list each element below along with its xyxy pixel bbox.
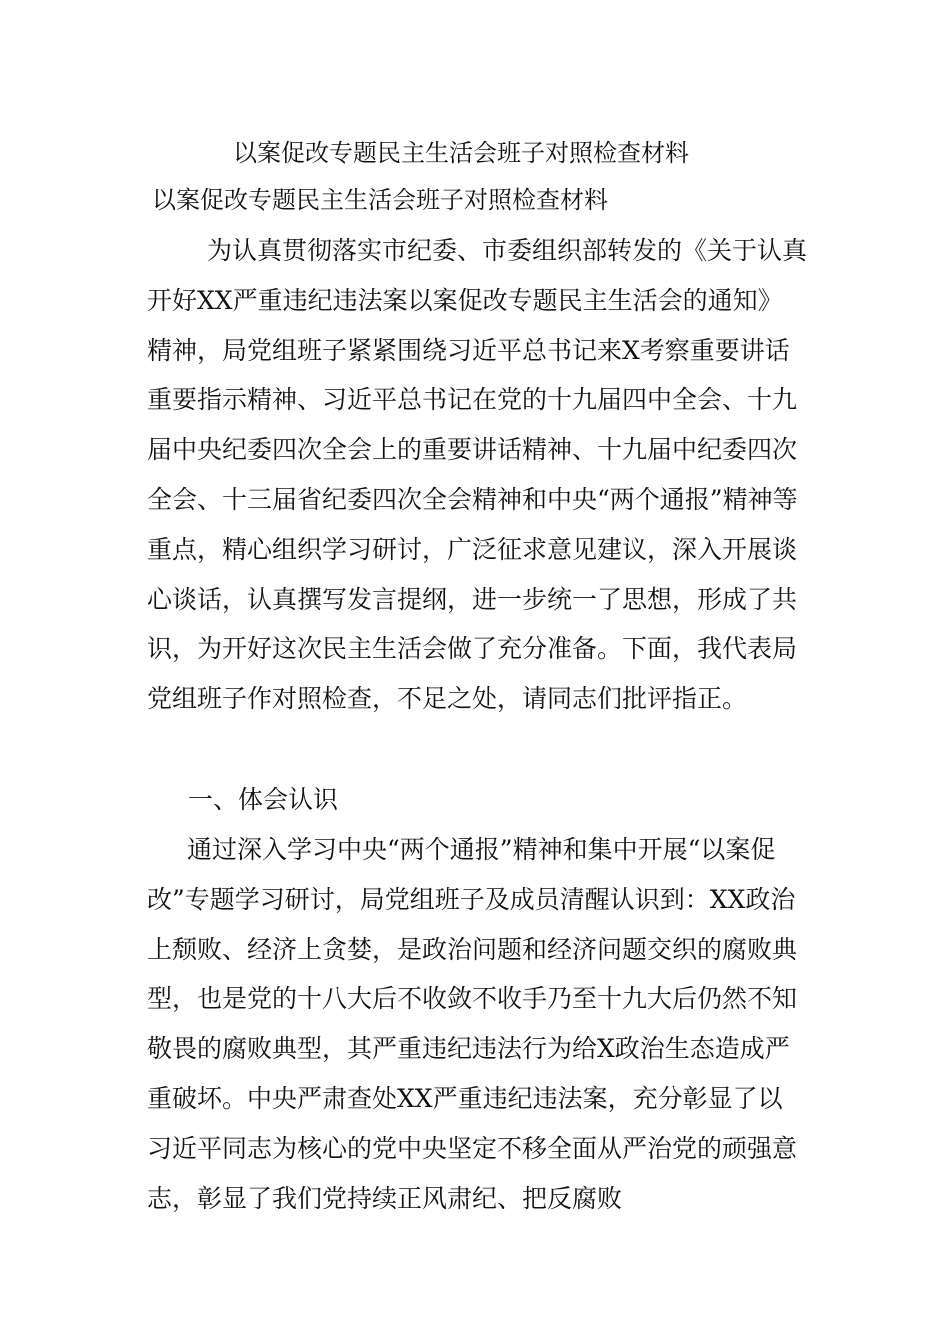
document-title: 以案促改专题民主生活会班子对照检查材料 [233,139,689,167]
intro-paragraph: 为认真贯彻落实市纪委、市委组织部转发的《关于认真开好XX严重违纪违法案以案促改专题民主生活会的通知》精神，局党组班子紧紧围绕习近平总书记来X考察重要讲话重要指示精神、习近平总书记在党的十九届四中全会、十九届中央纪委四次全会上的重要讲话精神、十九届中纪委四次全会、十三届省纪委四次全会精神和中央“两个通报”精神等重点，精心组织学习研讨，广泛征求意见建议，深入开展谈心谈话，认真撰写发言提纲，进一步统一了思想，形成了共识，为开好这次民主生活会做了充分准备。下面，我代表局党组班子作对照检查，不足之处，请同志们批评指正。 [147,236,808,714]
section-heading-1: 一、体会认识 [188,785,339,814]
section-1-paragraph: 通过深入学习中央“两个通报”精神和集中开展“以案促改”专题学习研讨，局党组班子及成员清醒认识到：XX政治上颓败、经济上贪婪，是政治问题和经济问题交织的腐败典型，也是党的十八大后不收敛不收手乃至十九大后仍然不知敬畏的腐败典型，其严重违纪违法行为给X政治生态造成严重破坏。中央严肃查处XX严重违纪违法案，充分彰显了以习近平同志为核心的党中央坚定不移全面从严治党的顽强意志，彰显了我们党持续正风肃纪、把反腐败 [147,835,798,1213]
document-subtitle: 以案促改专题民主生活会班子对照检查材料 [152,186,608,214]
